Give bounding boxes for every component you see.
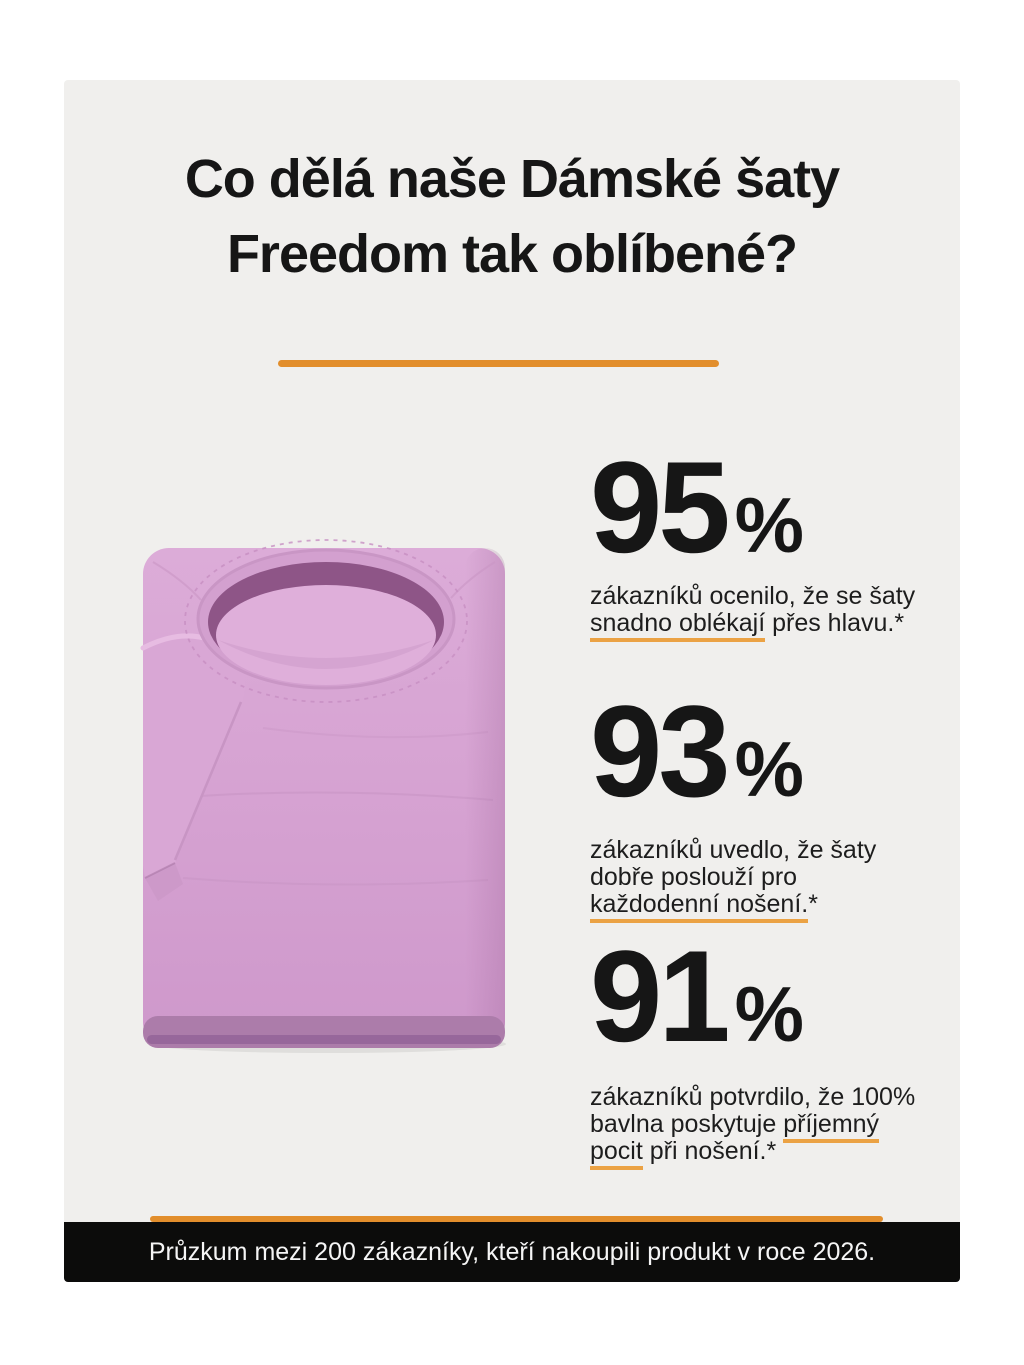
tshirt-product-image (143, 548, 505, 1048)
stat-description-3 (590, 1084, 960, 1165)
text-segment: zákazníků ocenilo, že se šaty (590, 582, 916, 610)
underlined-phrase: příjemný (783, 1110, 879, 1143)
title-line-2: Freedom tak oblíbené? (226, 224, 798, 284)
stat-value-1: 95 (590, 434, 727, 580)
tshirt-hem-shadow (147, 1035, 501, 1044)
footer-divider (150, 1216, 883, 1222)
stat-percent-2: % (734, 725, 804, 813)
underlined-phrase: pocit (590, 1137, 643, 1170)
stat-value-2: 93 (590, 678, 727, 824)
tshirt-side-fold (465, 548, 505, 1048)
tshirt-collar-inner (216, 585, 436, 685)
title-divider (278, 360, 719, 367)
underlined-phrase: snadno oblékají (590, 609, 765, 642)
text-segment: zákazníků uvedlo, že šaty (590, 836, 877, 864)
footer-note: Průzkum mezi 200 zákazníky, kteří nakoupili produkt v roce 2026. (148, 1238, 876, 1266)
text-segment: zákazníků potvrdilo, že 100% (590, 1083, 916, 1111)
stat-number-3 (590, 923, 960, 1069)
text-segment: * (808, 890, 818, 918)
stat-description-2 (590, 837, 960, 918)
text-segment: dobře poslouží pro (590, 863, 798, 891)
underlined-phrase: každodenní nošení. (590, 890, 808, 923)
stat-description-1 (590, 583, 960, 637)
title-line-1: Co dělá naše Dámské šaty (184, 149, 840, 209)
stat-number-1 (590, 434, 960, 580)
text-segment: přes hlavu.* (765, 609, 905, 637)
stat-number-2 (590, 678, 960, 824)
stat-block-2 (590, 678, 960, 918)
stat-percent-3: % (734, 970, 804, 1058)
stat-value-3: 91 (590, 923, 727, 1069)
text-segment: při nošení.* (642, 1137, 777, 1165)
text-segment: bavlna poskytuje (590, 1110, 784, 1138)
footer-bar (64, 1222, 960, 1282)
stat-block-3 (590, 923, 960, 1165)
content-panel (64, 80, 960, 1282)
page-title (64, 142, 960, 292)
stat-block-1 (590, 434, 960, 637)
stat-percent-1: % (734, 481, 804, 569)
